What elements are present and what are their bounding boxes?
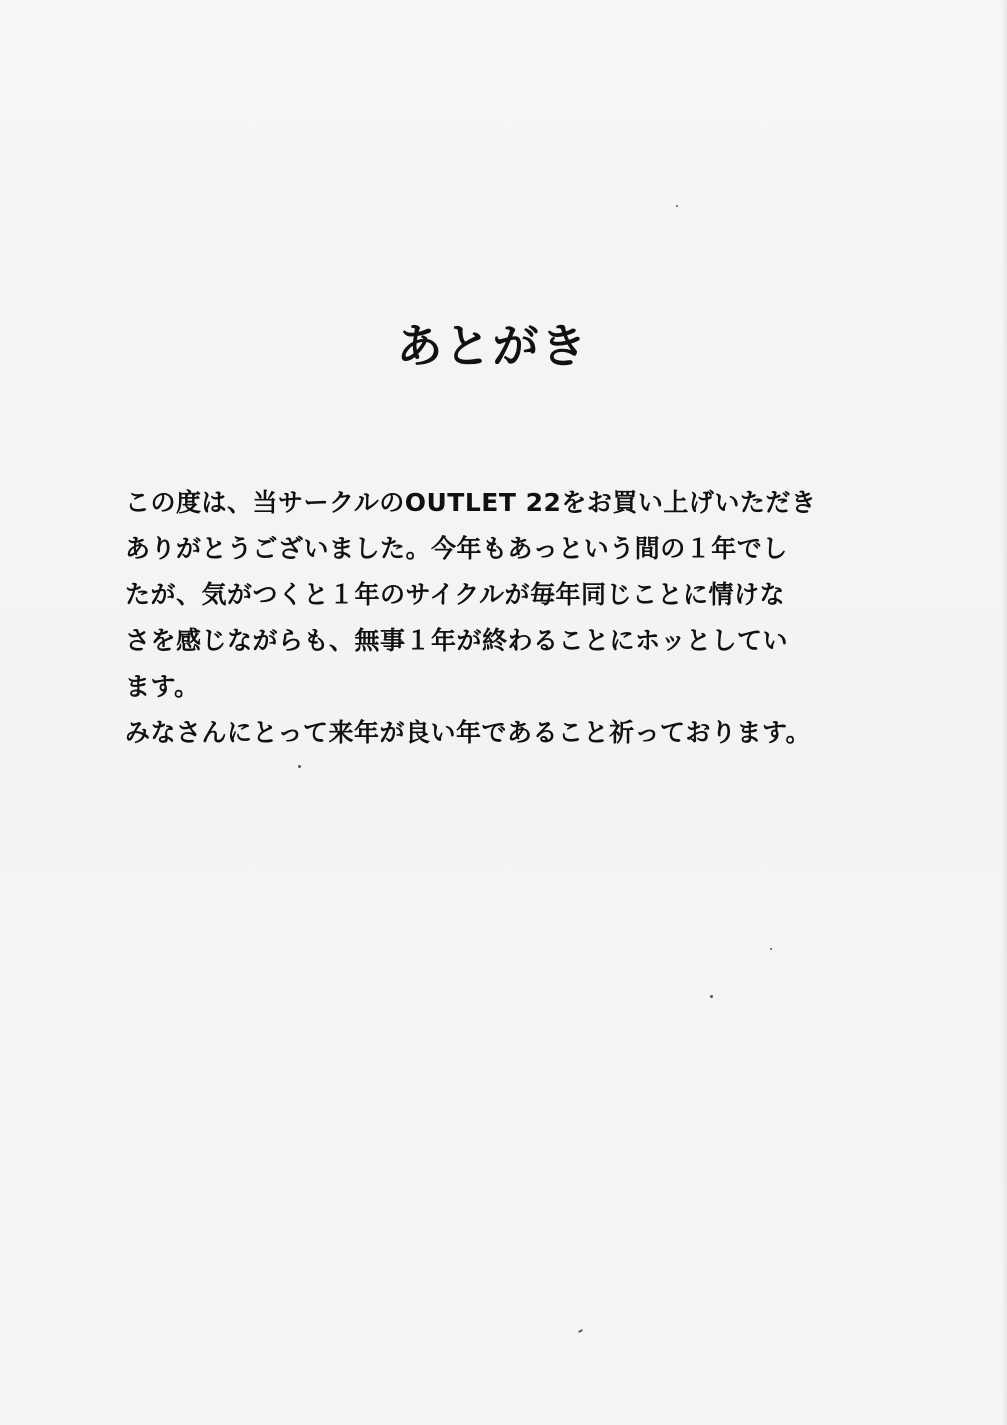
body-line: みなさんにとって来年が良い年であること祈っております。: [125, 718, 812, 747]
body-line: ます。: [125, 672, 200, 701]
page-title: あとがき: [396, 319, 589, 373]
paper-speck: [710, 995, 713, 998]
body-line: さを感じながらも、無事１年が終わることにホッとしてい: [125, 626, 789, 655]
body-line: この度は、当サークルのOUTLET 22をお買い上げいただき: [125, 488, 817, 517]
paper-speck: [676, 205, 678, 207]
paper-speck: [298, 765, 301, 768]
page-edge-shadow: [1001, 0, 1007, 1425]
body-line: たが、気がつくと１年のサイクルが毎年同じことに情けな: [125, 580, 786, 609]
afterword-body: [125, 480, 925, 756]
paper-speck: [578, 1329, 583, 1333]
paper-speck: [770, 948, 772, 950]
body-line: ありがとうございました。今年もあっという間の１年でし: [125, 534, 788, 563]
